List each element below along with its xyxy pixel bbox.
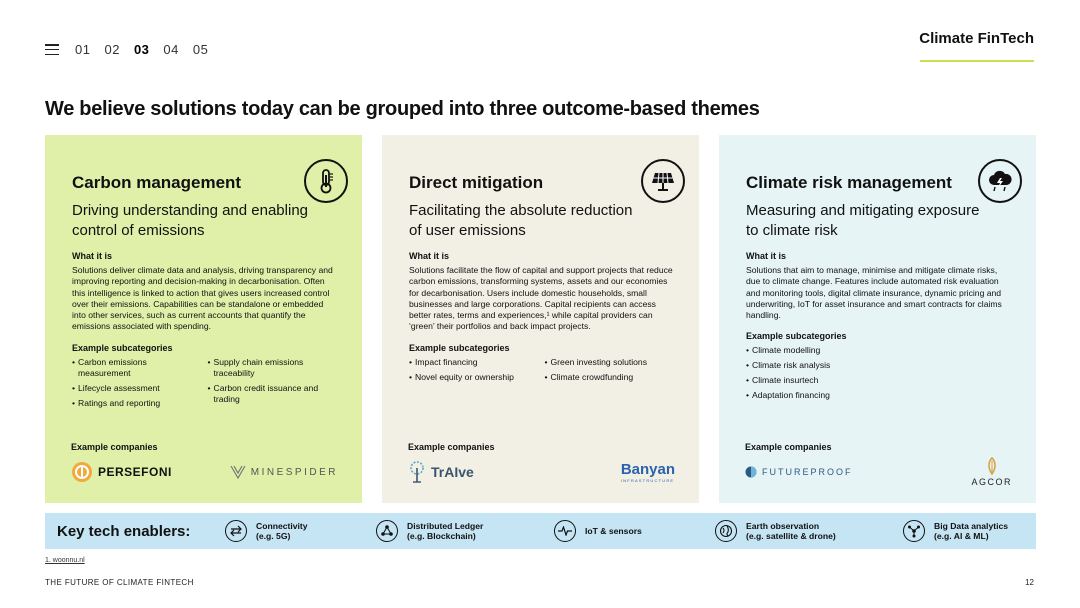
subcategories-label: Example subcategories (746, 331, 847, 342)
agcor-logo: AGCOR (971, 457, 1012, 487)
thermometer-icon (304, 159, 348, 203)
enabler-earth-observation: Earth observation (e.g. satellite & drone) (715, 513, 836, 549)
subcategories-label: Example subcategories (409, 342, 510, 353)
what-it-is-label: What it is (409, 251, 449, 261)
persefoni-logo: PERSEFONI (71, 461, 172, 483)
list-item: • Climate crowdfunding (545, 372, 673, 383)
arrows-icon (225, 520, 247, 542)
list-item: • Ratings and reporting (72, 398, 200, 409)
enabler-iot-sensors: IoT & sensors (554, 513, 642, 549)
key-tech-enablers-bar (45, 513, 1036, 549)
tree-icon (408, 461, 426, 483)
nav-page-02[interactable]: 02 (104, 42, 120, 57)
theme-card-climate-risk-management (719, 135, 1036, 503)
network-icon (376, 520, 398, 542)
what-it-is-text: Solutions facilitate the flow of capital and support projects that reduce carbon emissions, transforming systems, assets and our economies for decarbonisation. Users include domestic households, small businesses and large corporations. Capital recipients can access better rates, terms and experiences,¹ while capital providers can ‘green’ their portfolios and back impact projects. (409, 265, 673, 332)
theme-card-direct-mitigation (382, 135, 699, 503)
page-number: 12 (1025, 578, 1034, 587)
nav-page-01[interactable]: 01 (75, 42, 91, 57)
brand-underline (920, 60, 1034, 62)
list-item: • Supply chain emissions traceability (208, 357, 336, 380)
minespider-logo: MINESPIDER (230, 465, 338, 479)
company-logos (408, 461, 675, 483)
list-item: • Carbon credit issuance and trading (208, 383, 336, 406)
list-item: • Climate insurtech (746, 375, 1009, 386)
card-title: Direct mitigation (409, 173, 544, 192)
brand-title: Climate FinTech (919, 30, 1034, 47)
traive-logo: TrAIve (408, 461, 474, 483)
futureproof-logo: FUTUREPROOF (745, 466, 853, 478)
subcategory-list (208, 357, 336, 413)
footer-document-title: THE FUTURE OF CLIMATE FINTECH (45, 578, 194, 587)
banyan-logo: Banyan INFRASTRUCTURE (620, 461, 675, 483)
nav-page-03[interactable]: 03 (133, 42, 150, 57)
what-it-is-label: What it is (72, 251, 112, 261)
enablers-title: Key tech enablers: (57, 522, 191, 540)
list-item: • Climate risk analysis (746, 360, 1009, 371)
subcategories-label: Example subcategories (72, 342, 173, 353)
nav-page-04[interactable]: 04 (163, 42, 179, 57)
list-item: • Adaptation financing (746, 390, 1009, 401)
card-title: Climate risk management (746, 173, 952, 192)
company-logos (745, 461, 1012, 487)
top-nav (45, 42, 208, 57)
what-it-is-text: Solutions that aim to manage, minimise and mitigate climate risks, due to climate change. Features include automated risk evaluation and monitoring tools, digital climate insurance, dynamic pricing and underwriting, IoT for asset insurance and smart contracts for claims handling. (746, 265, 1002, 321)
card-subtitle: Measuring and mitigating exposure to climate risk (746, 202, 980, 239)
futureproof-mark-icon (745, 466, 757, 478)
list-item: • Lifecycle assessment (72, 383, 200, 394)
enabler-distributed-ledger: Distributed Ledger (e.g. Blockchain) (376, 513, 483, 549)
subcategory-list (545, 357, 673, 387)
subcategory-list (746, 345, 1009, 401)
what-it-is-text: Solutions deliver climate data and analysis, driving transparency and improving reporting and decision-making in decarbonisation. Often this intelligence is linked to action that gives users increased control over their emissions. Capabilities can be standalone or embedded into other services, such as current accounts that quantify the emissions associated with spending. (72, 265, 333, 332)
footnote-link[interactable]: 1. woonnu.nl (45, 557, 85, 564)
pulse-icon (554, 520, 576, 542)
list-item: • Impact financing (409, 357, 537, 368)
companies-label: Example companies (71, 442, 158, 452)
subcategory-list (409, 357, 537, 387)
list-item: • Carbon emissions measurement (72, 357, 200, 380)
subcategory-list (72, 357, 200, 413)
list-item: • Novel equity or ownership (409, 372, 537, 383)
card-subtitle: Facilitating the absolute reduction of user emissions (409, 202, 633, 239)
minespider-mark-icon (230, 465, 246, 479)
theme-card-carbon-management (45, 135, 362, 503)
page-headline: We believe solutions today can be grouped into three outcome-based themes (45, 98, 760, 120)
card-subtitle: Driving understanding and enabling control of emissions (72, 202, 309, 239)
list-item: • Green investing solutions (545, 357, 673, 368)
list-item: • Climate modelling (746, 345, 1009, 356)
nav-page-05[interactable]: 05 (192, 42, 209, 57)
solar-panel-icon (641, 159, 685, 203)
menu-icon[interactable] (45, 44, 59, 55)
companies-label: Example companies (408, 442, 495, 452)
agcor-mark-icon (985, 457, 999, 475)
globe-icon (715, 520, 737, 542)
nodes-icon (903, 520, 925, 542)
what-it-is-label: What it is (746, 251, 786, 261)
card-title: Carbon management (72, 173, 242, 192)
company-logos (71, 461, 338, 483)
enabler-connectivity: Connectivity (e.g. 5G) (225, 513, 308, 549)
persefoni-mark-icon (71, 461, 93, 483)
enabler-big-data-analytics: Big Data analytics (e.g. AI & ML) (903, 513, 1008, 549)
storm-cloud-icon (978, 159, 1022, 203)
companies-label: Example companies (745, 442, 832, 452)
